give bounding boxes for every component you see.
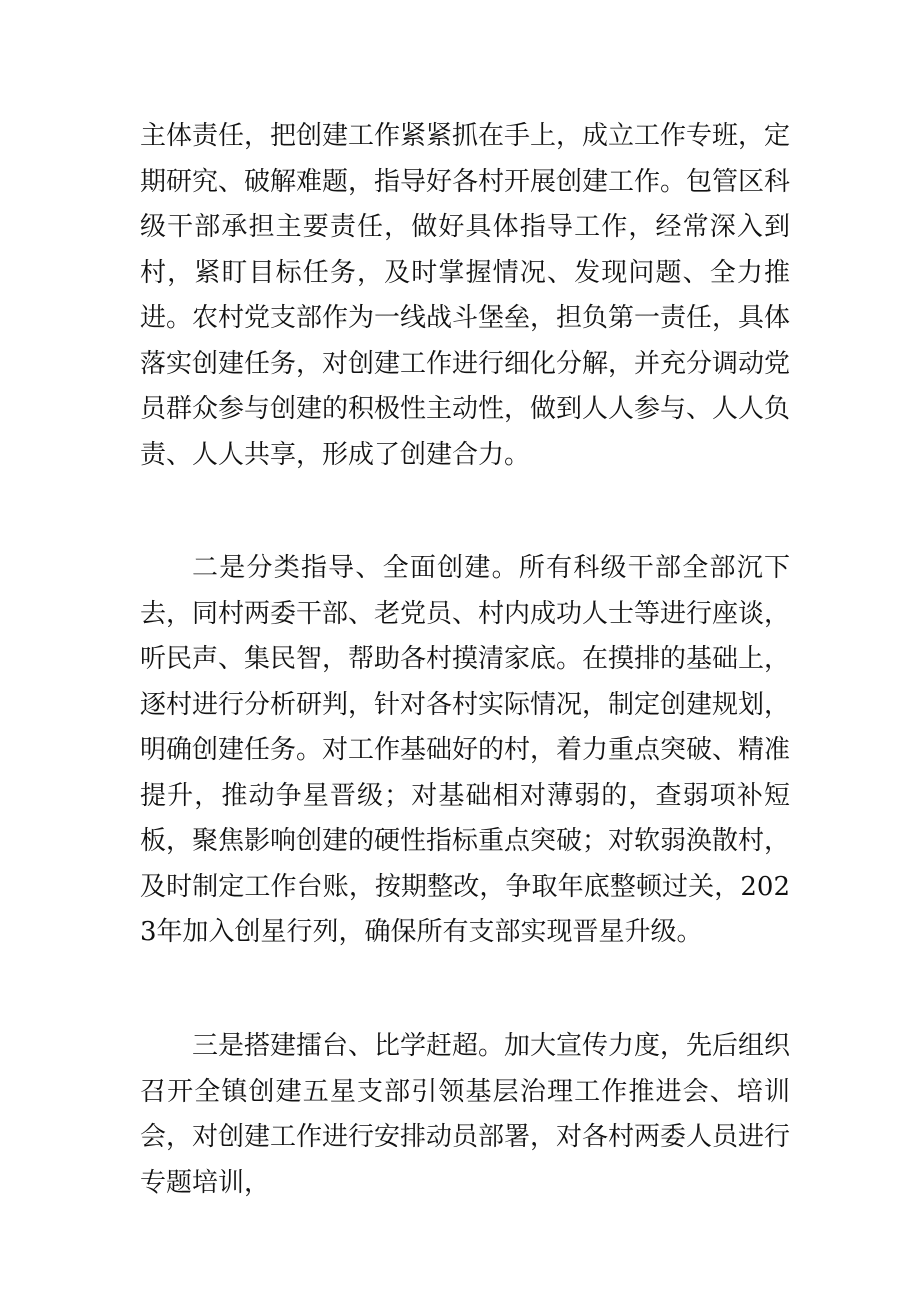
paragraph-1: 主体责任，把创建工作紧紧抓在手上，成立工作专班，定期研究、破解难题，指导好各村开展创建工作。包管区科级干部承担主要责任，做好具体指导工作，经常深入到村，紧盯目标任务，及时掌握情况、发现问题、全力推进。农村党支部作为一线战斗堡垒，担负第一责任，具体落实创建任务，对创建工作进行细化分解，并充分调动党员群众参与创建的积极性主动性，做到人人参与、人人负责、人人共享，形成了创建合力。 (140, 121, 791, 470)
paragraph-2: 二是分类指导、全面创建。所有科级干部全部沉下去，同村两委干部、老党员、村内成功人士等进行座谈，听民声、集民智，帮助各村摸清家底。在摸排的基础上，逐村进行分析研判，针对各村实际情况，制定创建规划，明确创建任务。对工作基础好的村，着力重点突破、精准提升，推动争星晋级；对基础相对薄弱的，查弱项补短板，聚焦影响创建的硬性指标重点突破；对软弱涣散村，及时制定工作台账，按期整改，争取年底整顿过关，2023年加入创星行列，确保所有支部实现晋星升级。 (140, 553, 791, 947)
paragraph-3: 三是搭建擂台、比学赶超。加大宣传力度，先后组织召开全镇创建五星支部引领基层治理工作推进会、培训会，对创建工作进行安排动员部署，对各村两委人员进行专题培训， (140, 1031, 791, 1198)
